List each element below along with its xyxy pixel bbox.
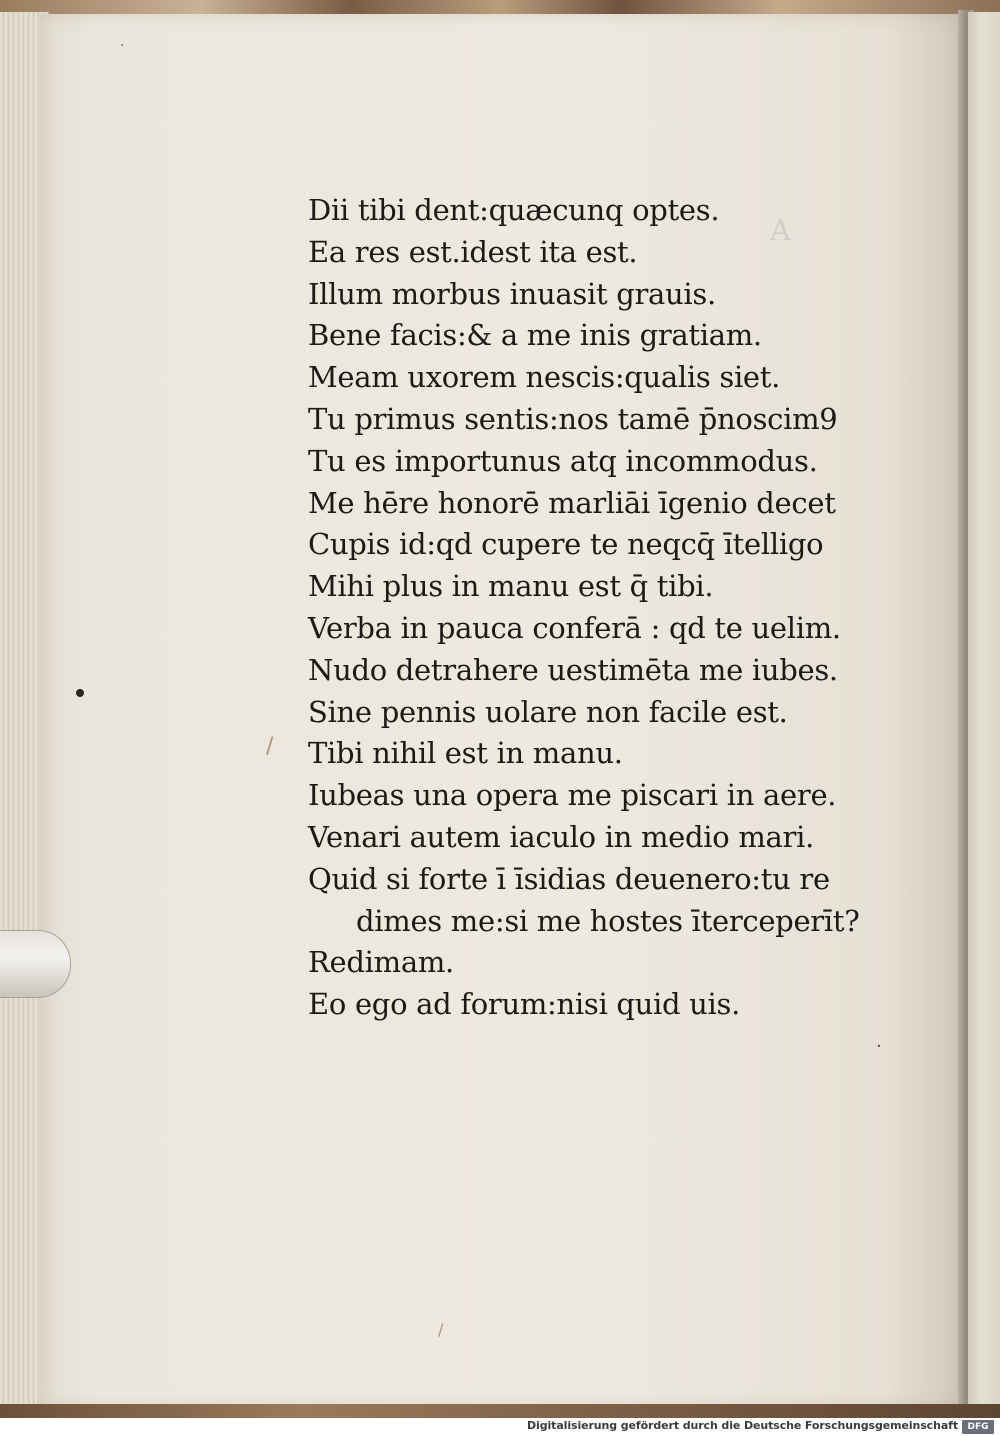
binding-bottom-edge: [0, 1404, 1000, 1418]
verse-line: Bene facis:& a me inis gratiam.: [308, 318, 762, 353]
verse-line: Ea res est.idest ita est.: [308, 234, 638, 269]
verse-line: Illum morbus inuasit grauis.: [308, 276, 716, 311]
verse-line: Dii tibi dent:quæcunq optes.: [308, 193, 720, 227]
verse-line: Quid si forte ī īsidias deuenero:tu re: [308, 861, 830, 896]
funding-credit: Digitalisierung gefördert durch die Deutsche Forschungsgemeinschaft: [527, 1419, 958, 1432]
verse-line-continuation: dimes me:si me hostes īterceperīt?: [356, 903, 860, 938]
show-through: A: [770, 213, 791, 247]
text-block: [308, 190, 860, 1026]
dfg-logo: DFG: [962, 1420, 994, 1434]
verse-line: Me hēre honorē marliāi īgenio decet: [308, 485, 836, 520]
verse-line: Tu primus sentis:nos tamē p̄noscim9: [308, 401, 838, 436]
verse-line: Eo ego ad forum:nisi quid uis.: [308, 987, 741, 1022]
book-clip: [0, 930, 71, 998]
verse-line: Tu es importunus atq incommodus.: [308, 443, 818, 478]
verse-line: Meam uxorem nescis:qualis siet.: [308, 360, 781, 395]
verse-line: Tibi nihil est in manu.: [308, 736, 623, 771]
verse-line: Iubeas una opera me piscari in aere.: [308, 778, 837, 813]
page-speck: ·: [876, 1036, 882, 1057]
page-speck: ·: [120, 38, 125, 54]
verse-line: Cupis id:qd cupere te neqcq̄ ītelligo: [308, 527, 824, 562]
facing-page-edge: [968, 12, 1000, 1407]
ink-dot: [76, 689, 84, 697]
page-smudge: /: [266, 734, 274, 759]
verse-line: Redimam.: [308, 945, 454, 980]
verse-line: Nudo detrahere uestimēta me iubes.: [308, 652, 838, 687]
verse-line: Venari autem iaculo in medio mari.: [308, 819, 814, 854]
page-speck: /: [438, 1320, 444, 1339]
verse-line: Mihi plus in manu est q̄ tibi.: [308, 569, 714, 604]
verse-line: Verba in pauca conferā : qd te uelim.: [308, 610, 841, 645]
verse-line: Sine pennis uolare non facile est.: [308, 694, 788, 729]
